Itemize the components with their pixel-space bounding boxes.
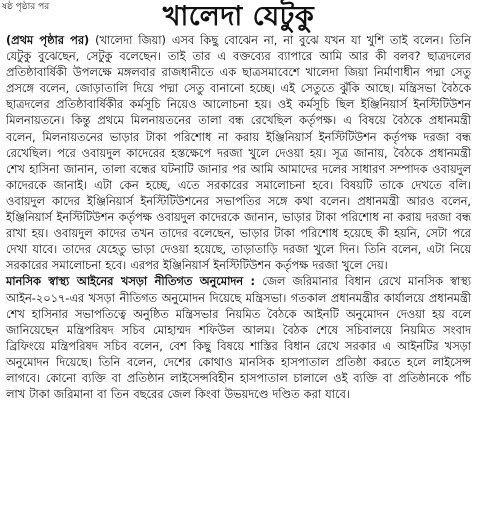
section-subheading: মানসিক স্বাস্থ্য আইনের খসড়া নীতিগত অনুমোদন : (6, 275, 256, 289)
article-headline: খালেদা যেটুকু (162, 1, 315, 32)
continuation-label: (প্রথম পৃষ্ঠার পর) (6, 34, 90, 47)
article-paragraph-2 (6, 274, 471, 403)
paragraph-2-text: জেল জরিমানার বিধান রেখে মানসিক স্বাস্থ্য আইন-২০১৭-এর খসড়া নীতিগত অনুমোদন দিয়েছে মন্ত্রিসভা। গতকাল প্রধানমন্ত্রীর কার্যালয়ে প্রধানমন্ত্রী শেখ হাসিনার সভাপতিত্বে অনুষ্ঠিত মন্ত্রিসভার নিয়মিত বৈঠকে আইনটি অনুমোদন দেওয়া হয় বলে জানিয়েছেন মন্ত্রিপরিষদ সচিব মোহাম্মদ শফিউল আলম। বৈঠক শেষে সচিবালয়ে নিয়মিত সংবাদ ব্রিফিংয়ে মন্ত্রিপরিষদ সচিব বলেন, বেশ কিছু বিষয়ে শাস্তির বিধান রেখে সরকার এ আইনটির খসড়া অনুমোদন দিয়েছে। তিনি বলেন, দেশের কোথাও মানসিক হাসপাতাল প্রতিষ্ঠা করতে হলে লাইসেন্স লাগবে। কোনো ব্যক্তি বা প্রতিষ্ঠান লাইসেন্সবিহীন হাসপাতাল চালালে ওই ব্যক্তি বা প্রতিষ্ঠানকে পাঁচ লাখ টাকা জরিমানা বা তিন বছরের জেল কিংবা উভয়দণ্ডে দণ্ডিত করা যাবে। (6, 275, 471, 402)
page-continuation-note: ষষ্ঠ পৃষ্ঠার পর (2, 2, 50, 12)
article-body (6, 33, 471, 403)
article-page (0, 2, 477, 518)
article-paragraph-1 (6, 33, 471, 274)
paragraph-1-text: (খালেদা জিয়া) এসব কিছু বোঝেন না, না বুঝে যখন যা খুশি তাই বলেন। তিনি যেটুকু বুঝেছেন, সেটুকু বলেছেন। তাই তার এ বক্তব্যের ব্যাপারে আমি আর কী বলব? ছাত্রদলের প্রতিষ্ঠাবার্ষিকী উপলক্ষে মঙ্গলবার রাজধানীতে এক ছাত্রসমাবেশে খালেদা জিয়া নির্মাণাধীন পদ্মা সেতু প্রসঙ্গে বলেন, জোড়াতালি দিয়ে পদ্মা সেতু বানানো হচ্ছে। এই সেতুতে ঝুঁকি আছে। মন্ত্রিসভা বৈঠকে ছাত্রদলের প্রতিষ্ঠাবার্ষিকীর কর্মসূচি নিয়েও আলোচনা হয়। ওই কর্মসূচি ছিল ইঞ্জিনিয়ার্স ইনস্টিটিউশন মিলনায়তনে। কিন্তু প্রথমে মিলনায়তনের তালা বন্ধ রেখেছিল কর্তৃপক্ষ। এ বিষয়ে বৈঠকে প্রধানমন্ত্রী বলেন, মিলনায়তনের ভাড়ার টাকা পরিশোধ না করায় ইঞ্জিনিয়ার্স ইনস্টিটিউশন কর্তৃপক্ষ দরজা বন্ধ রেখেছিল। পরে ওবায়দুল কাদেরের হস্তক্ষেপে দরজা খুলে দেওয়া হয়। সূত্র জানায়, বৈঠকে প্রধানমন্ত্রী শেখ হাসিনা জানান, তালা বন্ধের ঘটনাটি জানার পর আমি আমাদের দলের সাধারণ সম্পাদক ওবায়দুল কাদেরকে জানাই। এটা কেন হচ্ছে, এতে সরকারের সমালোচনা হবে। বিষয়টি তাকে দেখতে বলি। ওবায়দুল কাদের ইঞ্জিনিয়ার্স ইনস্টিটিউশনের সভাপতির সঙ্গে কথা বলেন। প্রধানমন্ত্রী আরও বলেন, ইঞ্জিনিয়ার্স ইনস্টিটিউশন কর্তৃপক্ষ ওবায়দুল কাদেরকে জানান, ভাড়ার টাকা পরিশোধ না করায় দরজা বন্ধ রাখা হয়। ওবায়দুল কাদের তখন তাদের বলেছেন, ভাড়ার টাকা পরিশোধ হয়েছে কী হয়নি, সেটা পরে দেখা যাবে। তাদের যেহেতু ভাড়া দেওয়া হয়েছে, তাড়াতাড়ি দরজা খুলে দিন। তিনি বলেন, এটা নিয়ে সরকারের সমালোচনা হবে। এরপর ইঞ্জিনিয়ার্স ইনস্টিটিউশন কর্তৃপক্ষ দরজা খুলে দেয়। (6, 34, 472, 273)
